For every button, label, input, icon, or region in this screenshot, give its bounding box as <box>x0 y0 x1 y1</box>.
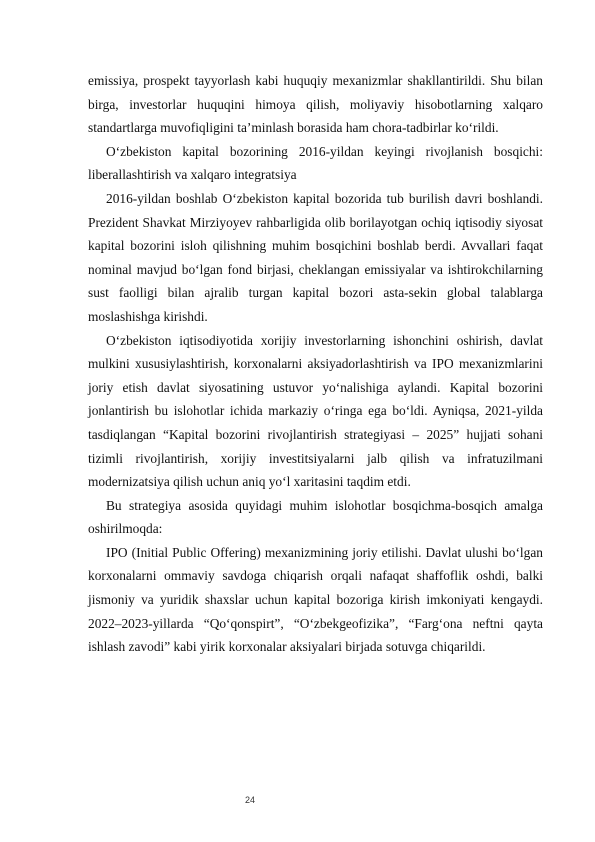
paragraph-continuation: emissiya, prospekt tayyorlash kabi huquqiy mexanizmlar shakllantirildi. Shu bilan birga, investorlar huquqini himoya qilish, moliyaviy hisobotlarning xalqaro standartlarga muvofiqligini ta’minlash borasida ham chora-tadbirlar ko‘rildi. <box>88 73 543 136</box>
page-number: 24 <box>245 795 256 805</box>
document-body <box>88 69 543 659</box>
paragraph-investor-confidence: O‘zbekiston iqtisodiyotida xorijiy investorlarning ishonchini oshirish, davlat mulkini xususiylashtirish, korxonalarni aksiyadorlashtirish va IPO mexanizmlarini joriy etish davlat siyosatining ustuvor yo‘nalishiga aylandi. Kapital bozorini jonlantirish bu islohotlar ichida markaziy o‘ringa ega bo‘ldi. Ayniqsa, 2021-yilda tasdiqlangan “Kapital bozorini rivojlantirish strategiyasi – 2025” hujjati sohani tizimli rivojlantirish, xorijiy investitsiyalarni jalb qilish va infratuzilmani modernizatsiya qilish uchun aniq yo‘l xaritasini taqdim etdi. <box>88 332 543 490</box>
paragraph-strategy-reforms: Bu strategiya asosida quyidagi muhim islohotlar bosqichma-bosqich amalga oshirilmoqda: <box>88 497 543 537</box>
paragraph-2016-reforms: 2016-yildan boshlab O‘zbekiston kapital bozorida tub burilish davri boshlandi. Prezident Shavkat Mirziyoyev rahbarligida olib borilayotgan ochiq iqtisodiy siyosat kapital bozorini isloh qilishning muhim bosqichini boshlab berdi. Avvallari faqat nominal mavjud bo‘lgan fond birjasi, cheklangan emissiyalar va ishtirokchilarning sust faolligi bilan ajralib turgan kapital bozori asta-sekin global talablarga moslashishga kirishdi. <box>88 190 543 324</box>
section-heading-paragraph: O‘zbekiston kapital bozorining 2016-yildan keyingi rivojlanish bosqichi: liberallashtirish va xalqaro integratsiya <box>88 143 543 183</box>
paragraph-ipo-mechanism: IPO (Initial Public Offering) mexanizmining joriy etilishi. Davlat ulushi bo‘lgan korxonalarni ommaviy savdoga chiqarish orqali nafaqat shaffoflik oshdi, balki jismoniy va yuridik shaxslar uchun kapital bozoriga kirish imkoniyati kengaydi. 2022–2023-yillarda “Qo‘qonspirt”, “O‘zbekgeofizika”, “Farg‘ona neftni qayta ishlash zavodi” kabi yirik korxonalar aksiyalari birjada sotuvga chiqarildi. <box>88 544 543 655</box>
